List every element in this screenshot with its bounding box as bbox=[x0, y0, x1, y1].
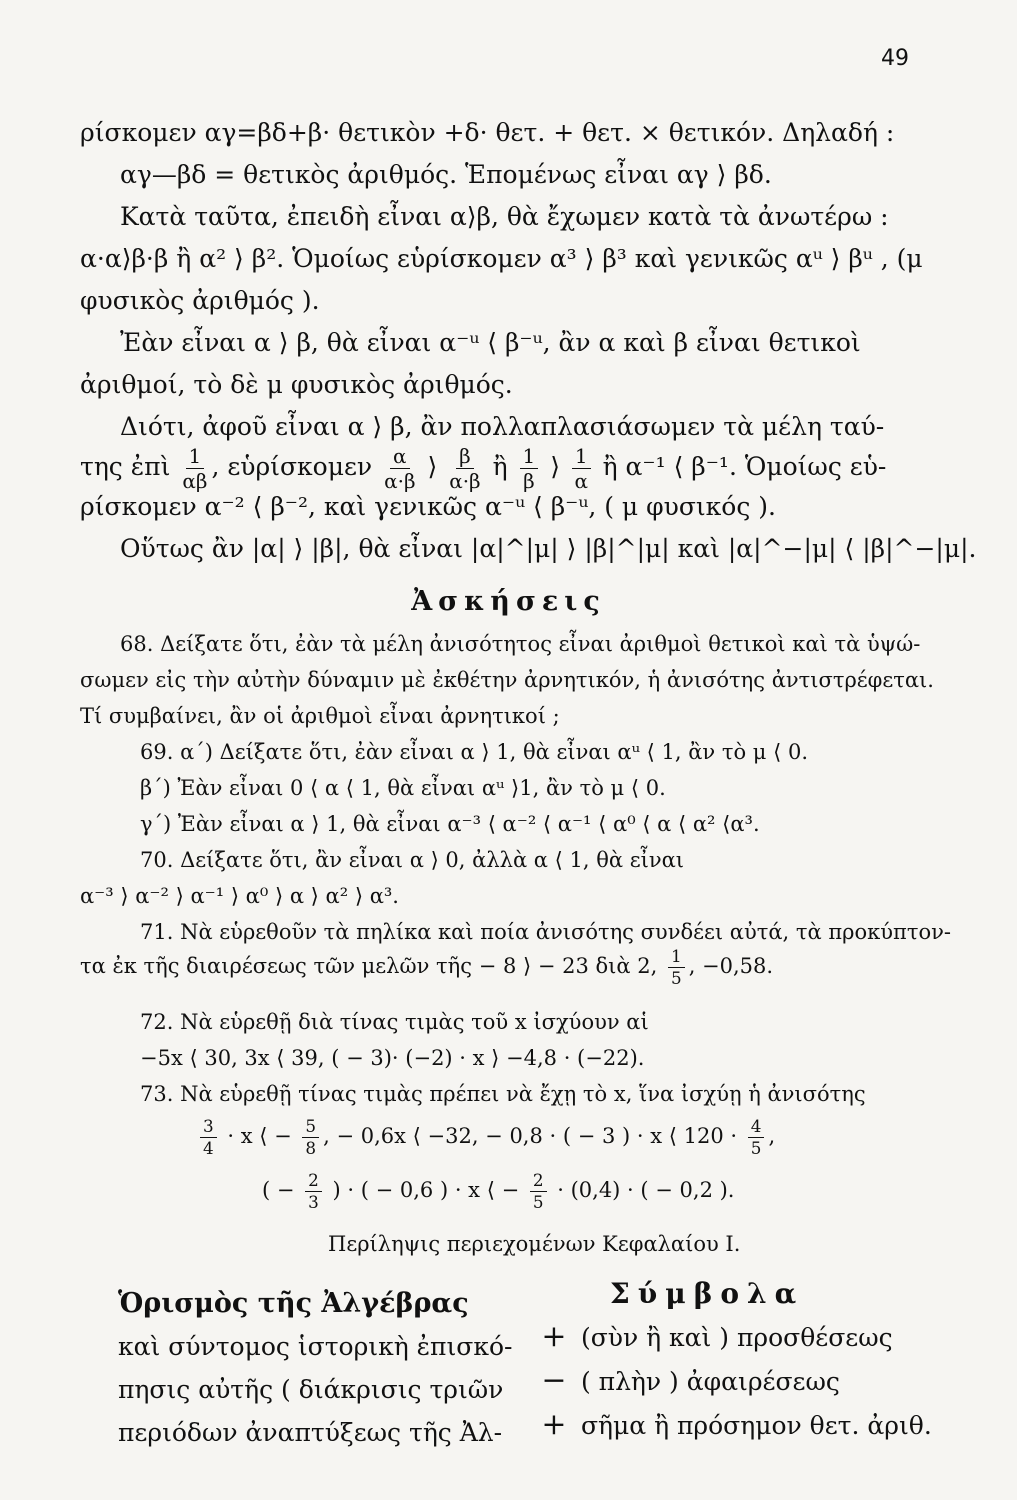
exercise-73 bbox=[196, 1118, 775, 1157]
plus-symbol: + bbox=[541, 1407, 567, 1442]
section-heading: Ἀσκήσεις bbox=[411, 586, 606, 617]
text-line-fractions bbox=[80, 446, 886, 491]
symbol-row bbox=[535, 1315, 932, 1359]
text-line: α·α⟩β·β ἢ α² ⟩ β². Ὁμοίως εὑρίσκομεν α³ ⟩ β³ καὶ γενικῶς αᵘ ⟩ βᵘ , (μ bbox=[80, 244, 923, 273]
text-line: Ἐὰν εἶναι α ⟩ β, θὰ εἶναι α⁻ᵘ ⟨ β⁻ᵘ, ἂν α καὶ β εἶναι θετικοὶ bbox=[120, 328, 861, 357]
symbol-description: ( πλὴν ) ἀφαιρέσεως bbox=[580, 1367, 840, 1396]
summary-left-line: πησις αὐτῆς ( διάκρισις τριῶν bbox=[118, 1375, 504, 1404]
exercise-70: 70. Δείξατε ὅτι, ἂν εἶναι α ⟩ 0, ἀλλὰ α ⟨ 1, θὰ εἶναι bbox=[140, 848, 685, 872]
fraction: $\frac{4}{5}$ bbox=[748, 1118, 765, 1157]
fraction: $\frac{1}{\alpha}$ bbox=[572, 446, 591, 491]
text: ) · ( − 0,6 ) · x ⟨ − bbox=[332, 1177, 520, 1202]
fraction: $\frac{5}{8}$ bbox=[302, 1118, 319, 1157]
text: τα ἐκ τῆς διαιρέσεως τῶν μελῶν τῆς − 8 ⟩ − 23 διὰ 2, bbox=[80, 953, 658, 978]
exercise-68: Τί συμβαίνει, ἂν οἱ ἀριθμοὶ εἶναι ἀρνητικοί ; bbox=[80, 704, 560, 728]
text: ⟩ bbox=[427, 452, 438, 481]
summary-title: Περίληψις περιεχομένων Κεφαλαίου Ι. bbox=[328, 1232, 741, 1256]
text-line: ἀριθμοί, τὸ δὲ μ φυσικὸς ἀριθμός. bbox=[80, 370, 513, 399]
exercise-73: 73. Νὰ εὑρεθῇ τίνας τιμὰς πρέπει νὰ ἔχῃ τὸ x, ἵνα ἰσχύῃ ἡ ἀνισότης bbox=[140, 1082, 866, 1106]
summary-left-line: καὶ σύντομος ἱστορικὴ ἐπισκό- bbox=[118, 1332, 513, 1361]
symbol-row bbox=[535, 1403, 932, 1447]
minus-symbol: − bbox=[541, 1363, 567, 1398]
fraction: $\frac{2}{3}$ bbox=[305, 1172, 322, 1211]
fraction: $\frac{1}{\alpha\beta}$ bbox=[182, 444, 208, 493]
text: ( − bbox=[262, 1177, 295, 1202]
text: , bbox=[768, 1123, 776, 1148]
text: , εὑρίσκομεν bbox=[211, 452, 373, 481]
fraction: $\frac{1}{5}$ bbox=[668, 948, 685, 987]
summary-left-title: Ὁρισμὸς τῆς Ἀλγέβρας bbox=[118, 1288, 469, 1319]
text: , − 0,6x ⟨ −32, − 0,8 · ( − 3 ) · x ⟨ 120 · bbox=[323, 1123, 738, 1148]
fraction: $\frac{3}{4}$ bbox=[200, 1118, 217, 1157]
text: , −0,58. bbox=[688, 953, 774, 978]
fraction: $\frac{\alpha}{\alpha\cdot\beta}$ bbox=[384, 444, 416, 493]
exercise-71: 71. Νὰ εὑρεθοῦν τὰ πηλίκα καὶ ποία ἀνισότης συνδέει αὐτά, τὰ προκύπτον- bbox=[140, 920, 951, 944]
symbol-row bbox=[535, 1359, 932, 1403]
text-line: ρίσκομεν α⁻² ⟨ β⁻², καὶ γενικῶς α⁻ᵘ ⟨ β⁻ᵘ, ( μ φυσικός ). bbox=[80, 492, 777, 521]
page-number: 49 bbox=[881, 46, 909, 71]
text: · (0,4) · ( − 0,2 ). bbox=[557, 1177, 735, 1202]
exercise-69: β΄) Ἐὰν εἶναι 0 ⟨ α ⟨ 1, θὰ εἶναι αᵘ ⟩1, ἂν τὸ μ ⟨ 0. bbox=[140, 776, 666, 800]
plus-symbol: + bbox=[541, 1319, 567, 1354]
exercise-72: 72. Νὰ εὑρεθῇ διὰ τίνας τιμὰς τοῦ x ἰσχύουν αἱ bbox=[140, 1010, 649, 1034]
summary-left-line: περιόδων ἀναπτύξεως τῆς Ἀλ- bbox=[118, 1418, 503, 1447]
text-line: Διότι, ἀφοῦ εἶναι α ⟩ β, ἂν πολλαπλασιάσωμεν τὰ μέλη ταύ- bbox=[120, 412, 885, 441]
exercise-71 bbox=[80, 948, 773, 987]
summary-right-column bbox=[535, 1272, 932, 1447]
exercise-68: σωμεν εἰς τὴν αὐτὴν δύναμιν μὲ ἐκθέτην ἀρνητικόν, ἡ ἀνισότης ἀντιστρέφεται. bbox=[80, 668, 934, 692]
exercise-72: −5x ⟨ 30, 3x ⟨ 39, ( − 3)· (−2) · x ⟩ −4,8 · (−22). bbox=[140, 1046, 645, 1070]
exercise-70: α⁻³ ⟩ α⁻² ⟩ α⁻¹ ⟩ α⁰ ⟩ α ⟩ α² ⟩ α³. bbox=[80, 884, 399, 908]
summary-left-column bbox=[118, 1282, 512, 1454]
text: της ἐπὶ bbox=[80, 452, 171, 481]
text-line: Κατὰ ταῦτα, ἐπειδὴ εἶναι α⟩β, θὰ ἔχωμεν κατὰ τὰ ἀνωτέρω : bbox=[120, 202, 889, 231]
text-line: φυσικὸς ἀριθμός ). bbox=[80, 286, 320, 315]
text-line: Οὕτως ἂν |α| ⟩ |β|, θὰ εἶναι |α|^|μ| ⟩ |β|^|μ| καὶ |α|^−|μ| ⟨ |β|^−|μ|. bbox=[120, 534, 977, 563]
fraction: $\frac{2}{5}$ bbox=[530, 1172, 547, 1211]
exercise-68: 68. Δείξατε ὅτι, ἐὰν τὰ μέλη ἀνισότητος εἶναι ἀριθμοὶ θετικοὶ καὶ τὰ ὑψώ- bbox=[120, 632, 921, 656]
text: ἢ α⁻¹ ⟨ β⁻¹. Ὁμοίως εὑ- bbox=[602, 452, 887, 481]
symbol-description: σῆμα ἢ πρόσημον θετ. ἀριθ. bbox=[580, 1411, 932, 1440]
text: ἢ bbox=[492, 452, 508, 481]
text: ⟩ bbox=[550, 452, 560, 481]
text: · x ⟨ − bbox=[227, 1123, 292, 1148]
text-line: αγ—βδ = θετικὸς ἀριθμός. Ἑπομένως εἶναι αγ ⟩ βδ. bbox=[120, 160, 772, 189]
symbols-title: Σύμβολα bbox=[610, 1277, 805, 1310]
symbol-description: (σὺν ἢ καὶ ) προσθέσεως bbox=[580, 1323, 893, 1352]
exercise-69: γ΄) Ἐὰν εἶναι α ⟩ 1, θὰ εἶναι α⁻³ ⟨ α⁻² ⟨ α⁻¹ ⟨ α⁰ ⟨ α ⟨ α² ⟨α³. bbox=[140, 812, 760, 836]
exercise-69: 69. α΄) Δείξατε ὅτι, ἐὰν εἶναι α ⟩ 1, θὰ εἶναι αᵘ ⟨ 1, ἂν τὸ μ ⟨ 0. bbox=[140, 740, 809, 764]
exercise-73 bbox=[262, 1172, 734, 1211]
fraction: $\frac{1}{\beta}$ bbox=[520, 446, 539, 491]
text-line: ρίσκομεν αγ=βδ+β· θετικὸν +δ· θετ. + θετ. × θετικόν. Δηλαδή : bbox=[80, 118, 895, 147]
fraction: $\frac{\beta}{\alpha\cdot\beta}$ bbox=[449, 444, 481, 493]
